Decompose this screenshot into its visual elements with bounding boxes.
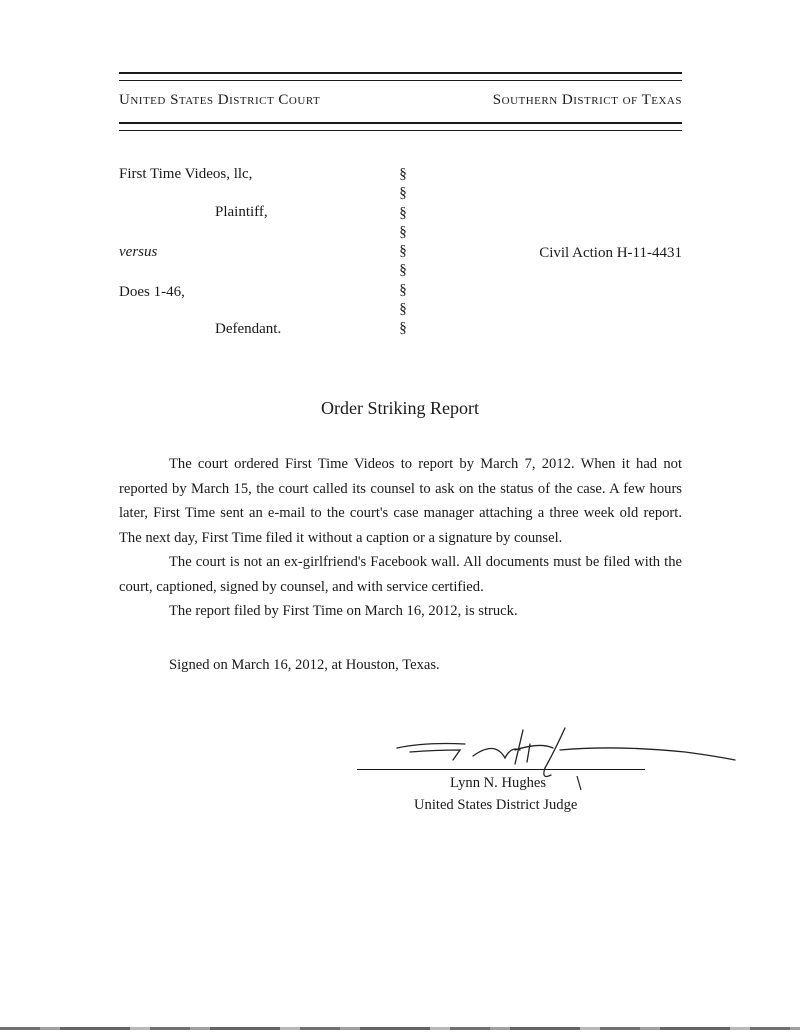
section-symbol: § [399, 223, 407, 240]
signature-line [357, 769, 645, 770]
paragraph: The report filed by First Time on March 16, 2012, is struck. [169, 603, 518, 619]
defendant-name: Does 1-46, [119, 284, 185, 300]
versus-label: versus [119, 244, 158, 260]
district-name: Southern District of Texas [492, 92, 682, 108]
scan-edge-artifact [0, 1027, 800, 1030]
document-title: Order Striking Report [321, 398, 479, 418]
section-symbol: § [399, 204, 407, 221]
paragraph: The court is not an ex-girlfriend's Facebook wall. All documents must be filed with the court, captioned, signed by counsel, and with service certified. [119, 554, 682, 595]
civil-action-number: Civil Action H-11-4431 [539, 245, 682, 261]
section-symbol-column [396, 165, 410, 339]
signed-date-line: Signed on March 16, 2012, at Houston, Texas. [169, 657, 440, 673]
section-symbol: § [399, 320, 407, 337]
section-symbol: § [399, 262, 407, 279]
court-name: United States District Court [119, 92, 321, 108]
handwritten-signature [355, 720, 740, 800]
section-symbol: § [399, 243, 407, 260]
judge-name: Lynn N. Hughes [450, 775, 547, 791]
defendant-role: Defendant. [215, 321, 282, 337]
order-body [119, 452, 682, 624]
judge-title: United States District Judge [414, 797, 578, 813]
header-rule-top [119, 72, 682, 81]
section-symbol: § [399, 281, 407, 298]
section-symbol: § [399, 185, 407, 202]
plaintiff-role: Plaintiff, [215, 204, 268, 220]
section-symbol: § [399, 166, 407, 182]
header-rule-bottom [119, 122, 682, 131]
paragraph: The court ordered First Time Videos to report by March 7, 2012. When it had not reported by March 15, the court called its counsel to ask on the status of the case. A few hours later, First Time sent an e-mail to the court's case manager attaching a three week old report. The next day, First Time filed it without a caption or a signature by counsel. [119, 456, 682, 546]
section-symbol: § [399, 301, 407, 318]
plaintiff-name: First Time Videos, llc, [119, 166, 253, 182]
